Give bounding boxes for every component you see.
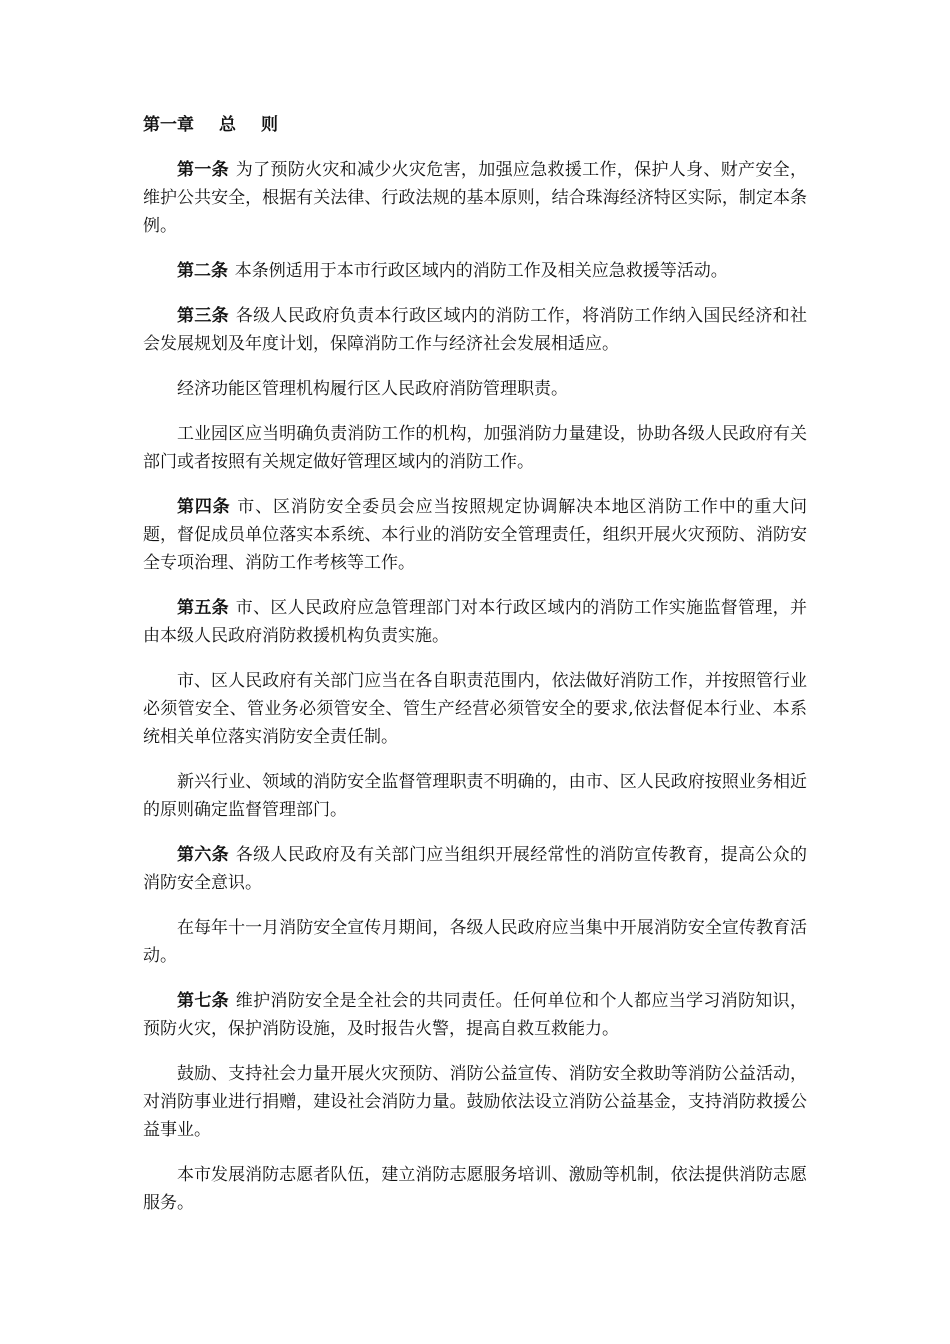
chapter-number: 第一章: [143, 115, 194, 135]
article-text: 为了预防火灾和减少火灾危害，加强应急救援工作，保护人身、财产安全，维护公共安全，根据有关法律、行政法规的基本原则，结合珠海经济特区实际，制定本条例。: [143, 160, 808, 236]
article-number: 第七条: [177, 991, 229, 1011]
article-3-clause-3: [143, 420, 807, 476]
article-text: 维护消防安全是全社会的共同责任。任何单位和个人都应当学习消防知识，预防火灾，保护消防设施，及时报告火警，提高自救互救能力。: [143, 991, 808, 1039]
article-6-clause-2: [143, 914, 807, 970]
chapter-title: [143, 111, 807, 139]
chapter-title-part2: 则: [261, 115, 278, 135]
article-5: [143, 594, 807, 650]
article-4: [143, 493, 807, 577]
article-5-clause-2: [143, 667, 807, 751]
clause-text: 新兴行业、领域的消防安全监督管理职责不明确的，由市、区人民政府按照业务相近的原则确定监督管理部门。: [143, 772, 807, 820]
article-text: 市、区消防安全委员会应当按照规定协调解决本地区消防工作中的重大问题，督促成员单位落实本系统、本行业的消防安全管理责任，组织开展火灾预防、消防安全专项治理、消防工作考核等工作。: [143, 497, 808, 573]
article-number: 第二条: [177, 261, 228, 281]
clause-text: 经济功能区管理机构履行区人民政府消防管理职责。: [177, 379, 568, 399]
article-text: 各级人民政府及有关部门应当组织开展经常性的消防宣传教育，提高公众的消防安全意识。: [143, 845, 808, 893]
article-2: [143, 257, 807, 285]
article-text: 本条例适用于本市行政区域内的消防工作及相关应急救援等活动。: [234, 261, 728, 281]
article-5-clause-3: [143, 768, 807, 824]
clause-text: 鼓励、支持社会力量开展火灾预防、消防公益宣传、消防安全救助等消防公益活动，对消防事业进行捐赠，建设社会消防力量。鼓励依法设立消防公益基金，支持消防救援公益事业。: [143, 1064, 807, 1140]
document-page: [143, 111, 807, 1234]
clause-text: 工业园区应当明确负责消防工作的机构，加强消防力量建设，协助各级人民政府有关部门或者按照有关规定做好管理区域内的消防工作。: [143, 424, 807, 472]
article-number: 第四条: [177, 497, 231, 517]
clause-text: 本市发展消防志愿者队伍，建立消防志愿服务培训、激励等机制，依法提供消防志愿服务。: [143, 1165, 807, 1213]
article-1: [143, 156, 807, 240]
article-number: 第三条: [177, 306, 229, 326]
clause-text: 市、区人民政府有关部门应当在各自职责范围内，依法做好消防工作，并按照管行业必须管安全、管业务必须管安全、管生产经营必须管安全的要求,依法督促本行业、本系统相关单位落实消防安全责任制。: [143, 671, 807, 747]
article-7: [143, 987, 807, 1043]
article-7-clause-3: [143, 1161, 807, 1217]
article-number: 第六条: [177, 845, 229, 865]
article-3-clause-2: [143, 375, 807, 403]
article-6: [143, 841, 807, 897]
article-number: 第五条: [177, 598, 229, 618]
chapter-title-part1: 总: [219, 115, 236, 135]
article-number: 第一条: [177, 160, 229, 180]
article-text: 各级人民政府负责本行政区域内的消防工作，将消防工作纳入国民经济和社会发展规划及年度计划，保障消防工作与经济社会发展相适应。: [143, 306, 808, 354]
article-7-clause-2: [143, 1060, 807, 1144]
article-text: 市、区人民政府应急管理部门对本行政区域内的消防工作实施监督管理，并由本级人民政府消防救援机构负责实施。: [143, 598, 808, 646]
clause-text: 在每年十一月消防安全宣传月期间，各级人民政府应当集中开展消防安全宣传教育活动。: [143, 918, 807, 966]
article-3: [143, 302, 807, 358]
